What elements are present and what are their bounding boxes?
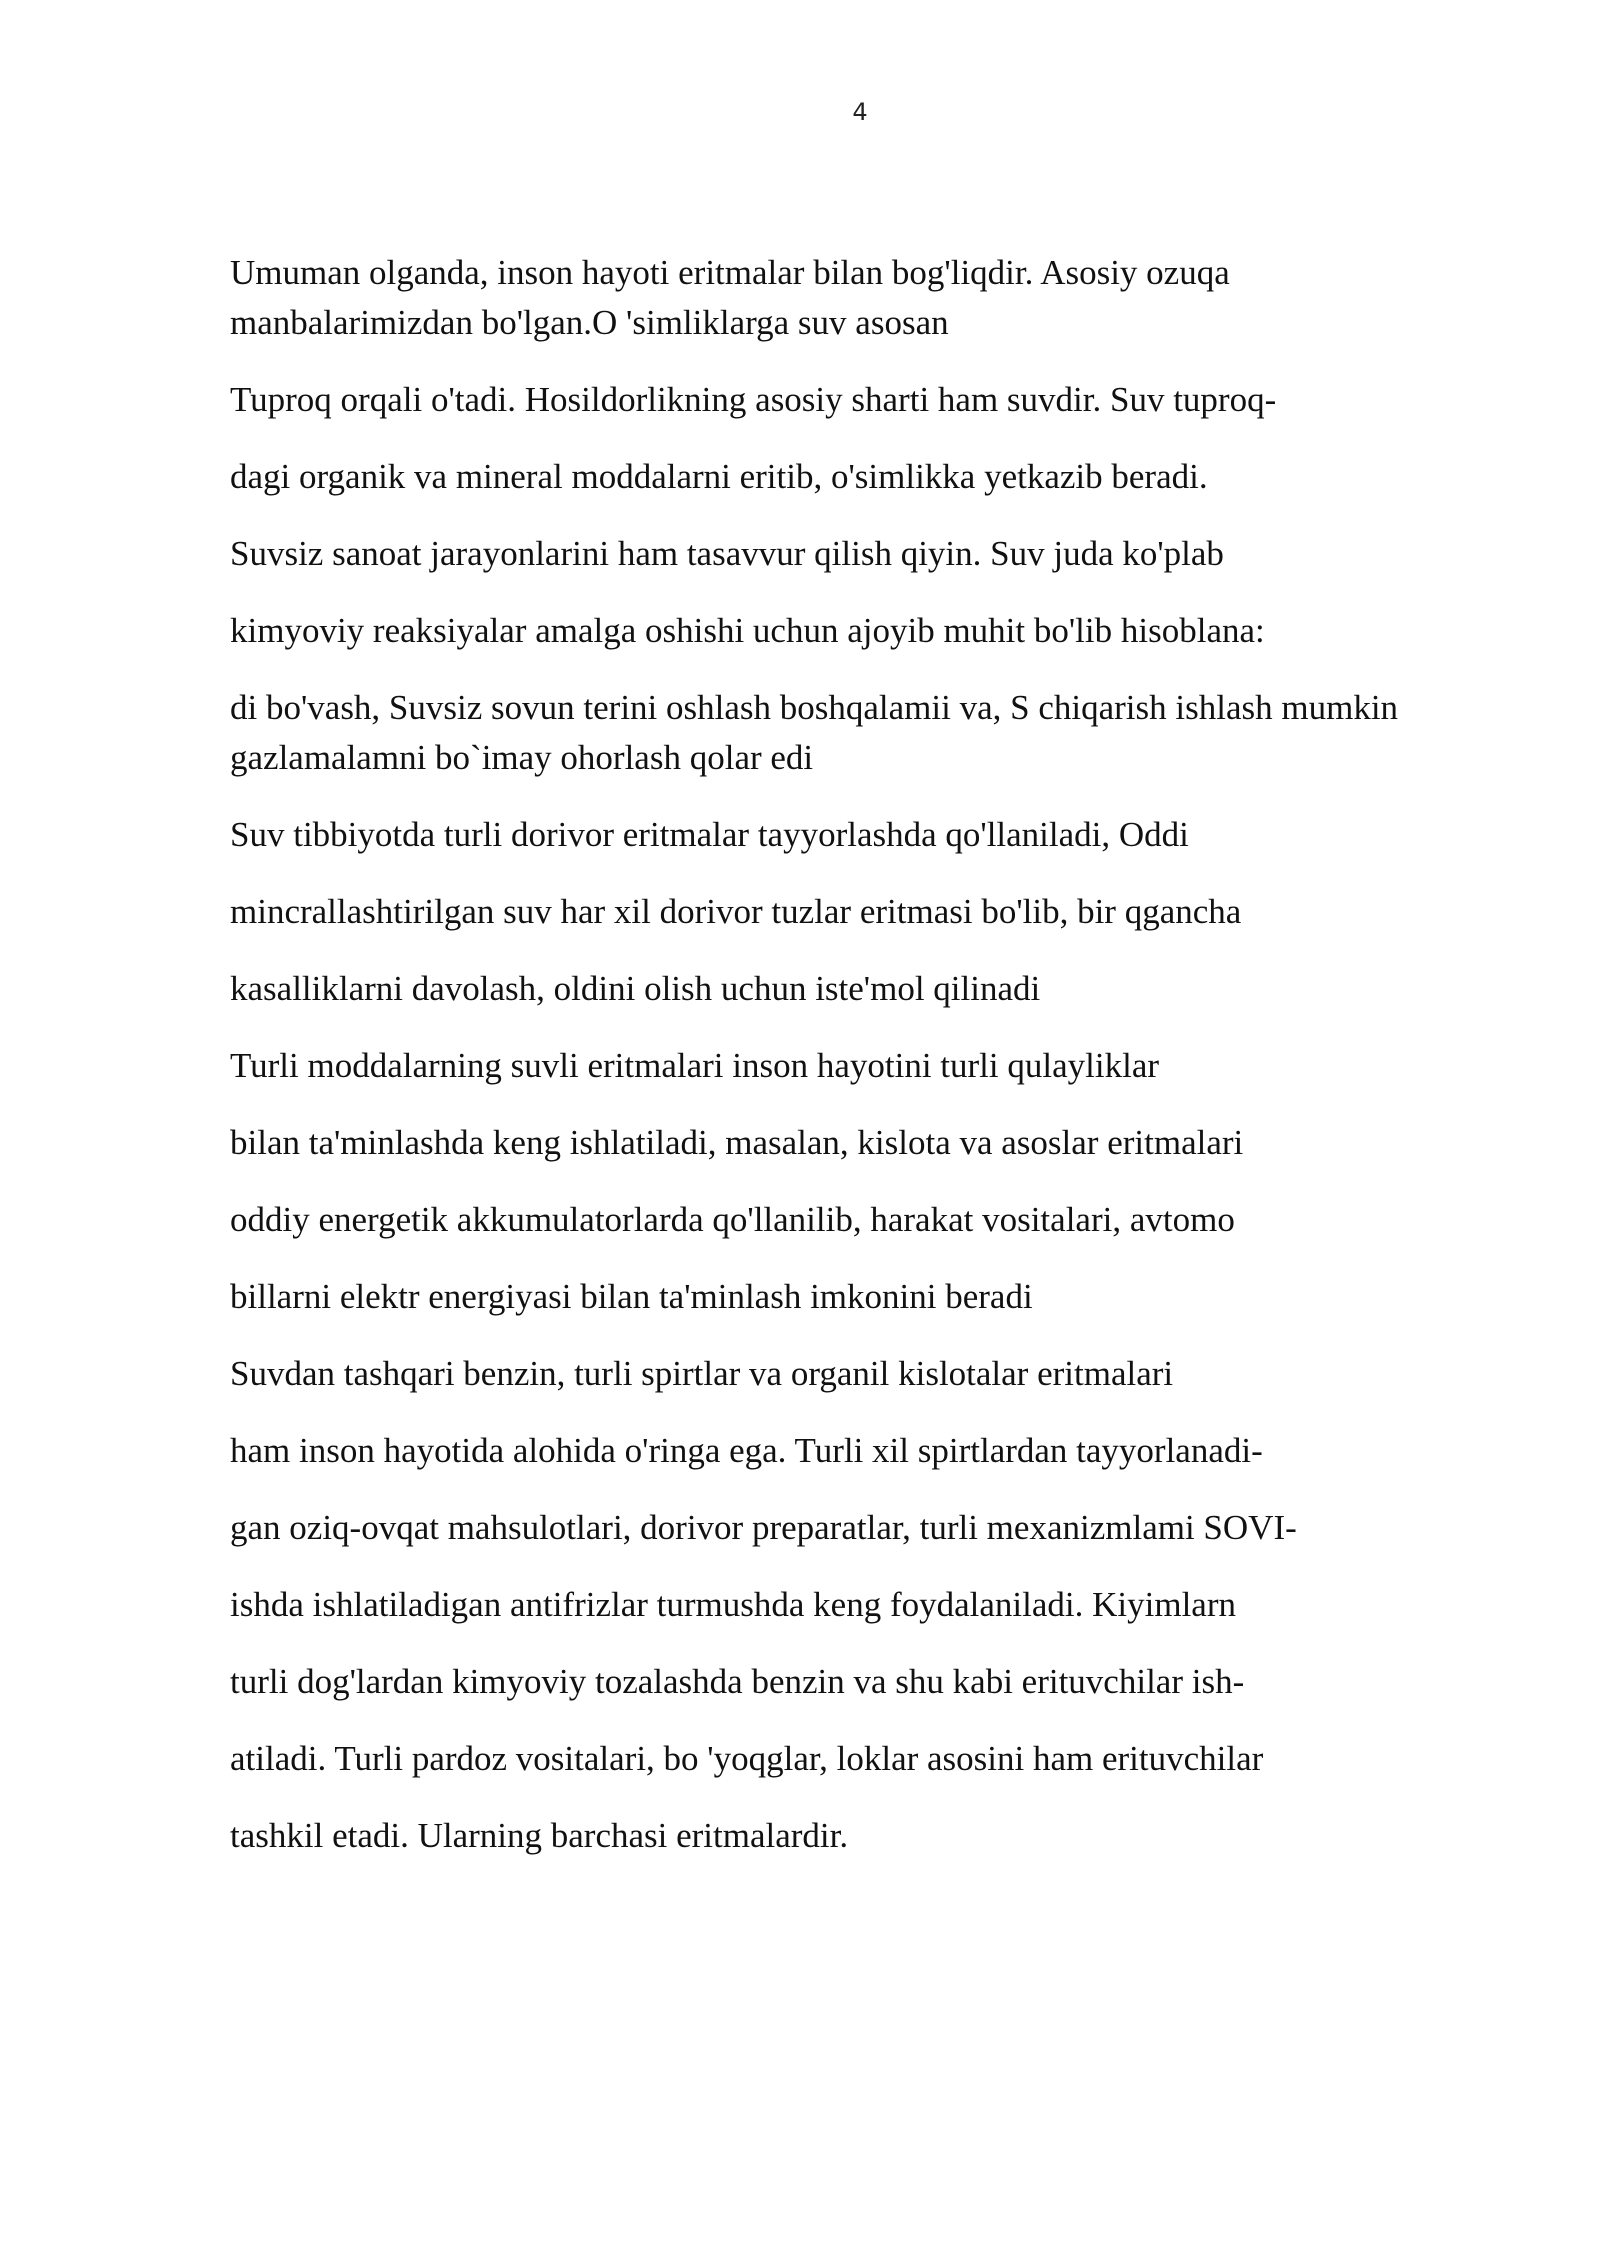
- text-line: billarni elektr energiyasi bilan ta'minlash imkonini beradi: [230, 1277, 1033, 1316]
- text-line: Umuman olganda, inson hayoti eritmalar bilan bog'liqdir. Asosiy ozuqa: [230, 253, 1230, 292]
- text-line: Suvdan tashqari benzin, turli spirtlar va organil kislotalar eritmalari: [230, 1354, 1174, 1393]
- text-line: kimyoviy reaksiyalar amalga oshishi uchun ajoyib muhit bo'lib hisoblana:: [230, 611, 1265, 650]
- text-line: tashkil etadi. Ularning barchasi eritmalardir.: [230, 1816, 849, 1855]
- text-line: gazlamalamni bo`imay ohorlash qolar edi: [230, 738, 814, 777]
- text-line: ishda ishlatiladigan antifrizlar turmushda keng foydalaniladi. Kiyimlarn: [230, 1585, 1236, 1624]
- body-text: [230, 248, 1530, 1861]
- page-number: 4: [852, 98, 868, 126]
- text-line: atiladi. Turli pardoz vositalari, bo 'yoqglar, loklar asosini ham erituvchilar: [230, 1739, 1264, 1778]
- text-line: bilan ta'minlashda keng ishlatiladi, masalan, kislota va asoslar eritmalari: [230, 1123, 1244, 1162]
- text-line: manbalarimizdan bo'lgan.O 'simliklarga suv asosan: [230, 303, 949, 342]
- text-line: kasalliklarni davolash, oldini olish uchun iste'mol qilinadi: [230, 969, 1041, 1008]
- text-line: Suv tibbiyotda turli dorivor eritmalar tayyorlashda qo'llaniladi, Oddi: [230, 815, 1189, 854]
- text-line: gan oziq-ovqat mahsulotlari, dorivor preparatlar, turli mexanizmlami SOVI-: [230, 1508, 1297, 1547]
- text-line: di bo'vash, Suvsiz sovun terini oshlash boshqalamii va, S chiqarish ishlash mumkin: [230, 688, 1399, 727]
- text-line: Tuproq orqali o'tadi. Hosildorlikning asosiy sharti ham suvdir. Suv tuproq-: [230, 380, 1277, 419]
- text-line: Suvsiz sanoat jarayonlarini ham tasavvur qilish qiyin. Suv juda ko'plab: [230, 534, 1224, 573]
- text-line: turli dog'lardan kimyoviy tozalashda benzin va shu kabi erituvchilar ish-: [230, 1662, 1245, 1701]
- text-line: dagi organik va mineral moddalarni eritib, o'simlikka yetkazib beradi.: [230, 457, 1208, 496]
- text-line: mincrallashtirilgan suv har xil dorivor tuzlar eritmasi bo'lib, bir qgancha: [230, 892, 1242, 931]
- text-line: Turli moddalarning suvli eritmalari inson hayotini turli qulayliklar: [230, 1046, 1160, 1085]
- text-line: ham inson hayotida alohida o'ringa ega. Turli xil spirtlardan tayyorlanadi-: [230, 1431, 1263, 1470]
- text-line: oddiy energetik akkumulatorlarda qo'llanilib, harakat vositalari, avtomo: [230, 1200, 1235, 1239]
